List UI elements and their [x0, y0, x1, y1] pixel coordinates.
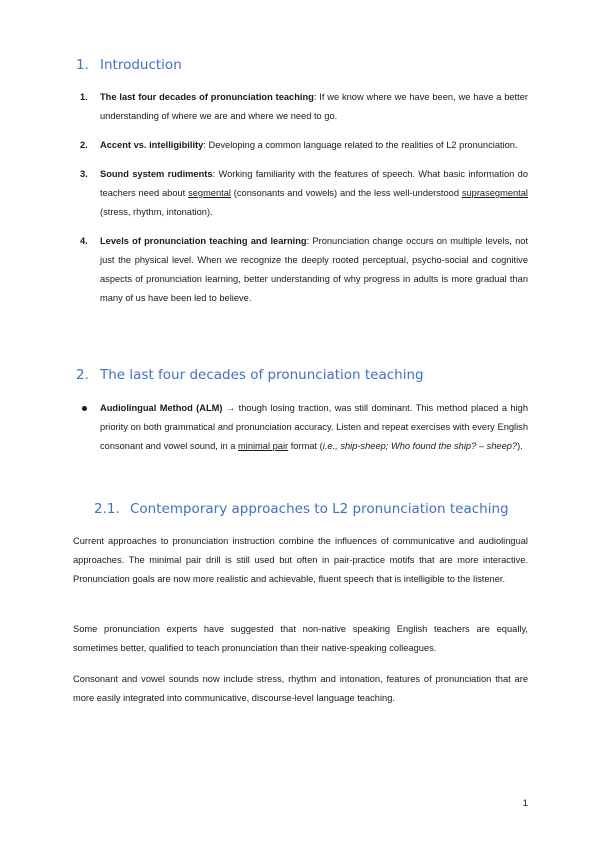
subsection-heading: [94, 501, 509, 517]
section-number: 2.: [76, 367, 89, 383]
paragraph: Consonant and vowel sounds now include stress, rhythm and intonation, features of pronunciation that are more easily integrated into communicative, discourse-level language teaching.: [73, 674, 528, 703]
paragraph: Some pronunciation experts have suggested that non-native speaking English teachers are equally, sometimes better, qualified to teach pronunciation than their native-speaking colleagues.: [73, 624, 528, 653]
list-item: 2. Accent vs. intelligibility: Developing a common language related to the realities of L2 pronunciation.: [80, 140, 518, 150]
page-number: 1: [522, 798, 528, 809]
alm-bullet-list: [78, 399, 528, 456]
subsection-title: Contemporary approaches to L2 pronunciation teaching: [130, 501, 509, 517]
minimal-pair-term: minimal pair: [238, 441, 289, 451]
introduction-list: [78, 88, 528, 318]
section-heading-introduction: [76, 57, 182, 73]
list-item: 1. The last four decades of pronunciation teaching: If we know where we have been, we have a better understanding of where we are and where we need to go.: [80, 92, 528, 121]
list-item: 3. Sound system rudiments: Working familiarity with the features of speech. What basic information do teachers need about segmental (consonants and vowels) and the less well-understood suprasegmental (stress, rhythm, intonation).: [80, 169, 528, 217]
section-title: The last four decades of pronunciation teaching: [100, 367, 424, 383]
paragraph: Current approaches to pronunciation instruction combine the influences of communicative and audiolingual approaches. The minimal pair drill is still used but often in pair-practice motifs that are more interactive. Pronunciation goals are now more realistic and achievable, fluent speech that is intelligible to the listener.: [73, 536, 528, 584]
subsection-number: 2.1.: [94, 501, 120, 517]
suprasegmental-link: suprasegmental: [461, 188, 528, 198]
list-item: 4. Levels of pronunciation teaching and learning: Pronunciation change occurs on multiple levels, not just the physical level. When we recognize the deeply rooted perceptual, psycho-social and cognitive aspects of pronunciation learning, better understanding of why progress in adults is more gradual than many of us have been led to believe.: [80, 236, 528, 303]
section-number: 1.: [76, 57, 89, 73]
bullet-icon: [82, 406, 87, 411]
section-title: Introduction: [100, 57, 182, 73]
segmental-link: segmental: [188, 188, 231, 198]
section-heading-decades: [76, 367, 424, 383]
list-item: Audiolingual Method (ALM) → though losing traction, was still dominant. This method placed a high priority on both grammatical and pronunciation accuracy. Listen and repeat exercises with every English consonant and vowel sound, in a minimal pair format (i.e., ship-sheep; Who found the ship? – sheep?).: [78, 399, 528, 456]
